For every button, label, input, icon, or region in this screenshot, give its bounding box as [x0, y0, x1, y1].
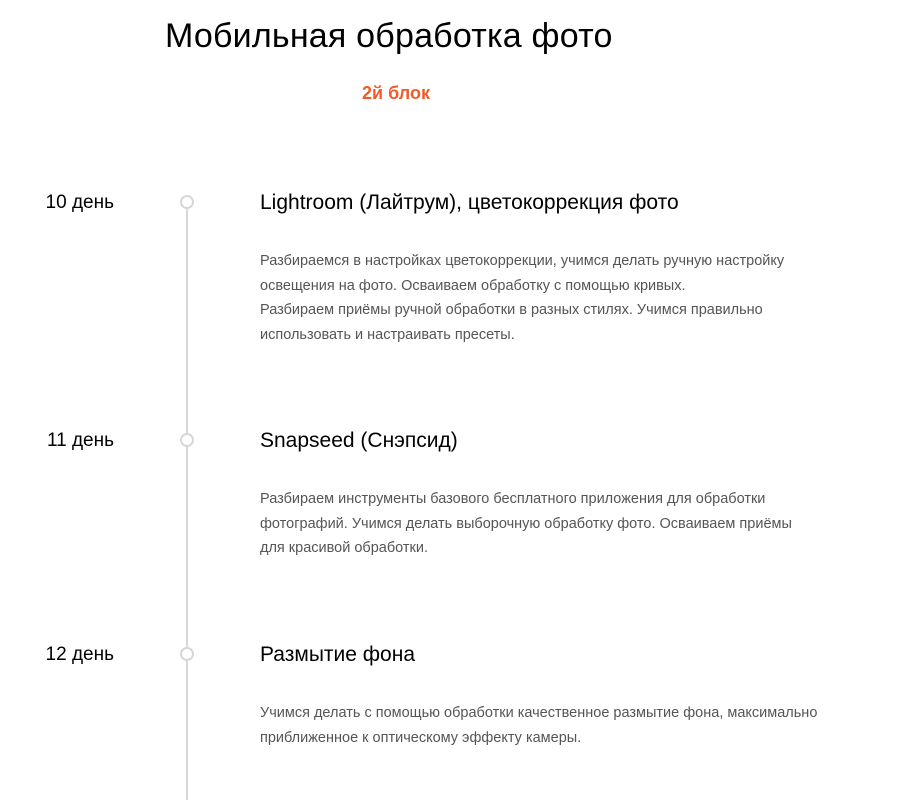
day-description-11 — [260, 487, 810, 561]
block-subtitle: 2й блок — [362, 83, 430, 103]
day-description-12 — [260, 701, 820, 750]
day-description-10 — [260, 249, 800, 347]
day-label-10: 10 день — [45, 192, 114, 213]
day-title-12: Размытие фона — [260, 643, 416, 666]
day-description-line: Разбираемся в настройках цветокоррекции, учимся делать ручную настройку освещения на фото. Осваиваем обработку с помощью кривых. — [260, 253, 785, 294]
day-description-line: Разбираем приёмы ручной обработки в разных стилях. Учимся правильно использовать и настраивать пресеты. — [260, 302, 763, 343]
day-label-11: 11 день — [46, 430, 114, 451]
day-label-12: 12 день — [45, 644, 114, 665]
day-title-10: Lightroom (Лайтрум), цветокоррекция фото — [260, 191, 679, 214]
day-title-11: Snapseed (Снэпсид) — [260, 429, 458, 452]
timeline-line — [186, 207, 188, 800]
timeline-dot-icon — [180, 647, 194, 661]
page-title: Мобильная обработка фото — [165, 17, 613, 55]
timeline-dot-icon — [180, 195, 194, 209]
timeline-dot-icon — [180, 433, 194, 447]
day-description-line: Разбираем инструменты базового бесплатного приложения для обработки фотографий. Учимся делать выборочную обработку фото. Осваиваем приёмы для красивой обработки. — [260, 491, 792, 556]
day-description-line: Учимся делать с помощью обработки качественное размытие фона, максимально приближенное к оптическому эффекту камеры. — [260, 705, 818, 746]
